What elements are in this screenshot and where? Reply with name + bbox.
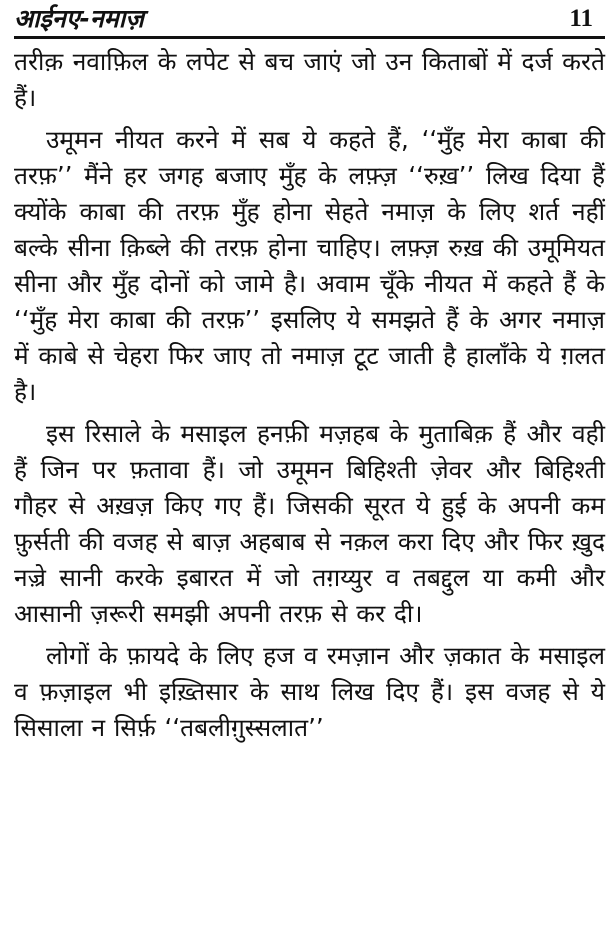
paragraph-niyat: उमूमन नीयत करने में सब ये कहते हैं, ‘‘मुँह मेरा काबा की तरफ़’’ मैंने हर जगह बजाए मुँह के लफ़्ज़ ‘‘रुख़’’ लिख दिया हैं क्योंके काबा की तरफ़ मुँह होना सेहते नमाज़ के लिए शर्त नहीं बल्के सीना क़िब्ले की तरफ़ होना चाहिए। लफ़्ज़ रुख़ की उमूमियत सीना और मुँह दोनों को जामे है। अवाम चूँके नीयत में कहते हैं के ‘‘मुँह मेरा काबा की तरफ़’’ इसलिए ये समझते हैं के अगर नमाज़ में काबे से चेहरा फिर जाए तो नमाज़ टूट जाती है हालाँके ये ग़लत है। xyxy=(14,125,605,406)
paragraph-continued: तरीक़ नवाफ़िल के लपेट से बच जाएं जो उन किताबों में दर्ज करते हैं। xyxy=(14,47,605,112)
paragraph-hajj-ramzan: लोगों के फ़ायदे के लिए हज व रमज़ान और ज़कात के मसाइल व फ़ज़ाइल भी इख़्तिसार के साथ लिख दिए हैं। इस वजह से ये सिसाला न सिर्फ़ ‘‘तबलीग़ुस्सलात’’ xyxy=(14,641,605,742)
running-head-title: आईनए-नमाज़ xyxy=(14,4,144,33)
page-header xyxy=(14,0,599,40)
paragraph-masail-source: इस रिसाले के मसाइल हनफ़ी मज़हब के मुताबिक़ हैं और वही हैं जिन पर फ़तावा हैं। जो उमूमन बिहिश्ती ज़ेवर और बिहिश्ती गौहर से अख़ज़ किए गए हैं। जिसकी सूरत ये हुई के अपनी कम फ़ुर्सती की वजह से बाज़ अहबाब से नक़ल करा दिए और फिर ख़ुद नज़्रे सानी करके इबारत में जो तग़य्युर व तबद्दुल या कमी और आसानी ज़रूरी समझी अपनी तरफ़ से कर दी। xyxy=(14,419,605,628)
page-number: 11 xyxy=(569,5,593,32)
body-text xyxy=(14,44,605,752)
header-rule xyxy=(14,36,605,39)
